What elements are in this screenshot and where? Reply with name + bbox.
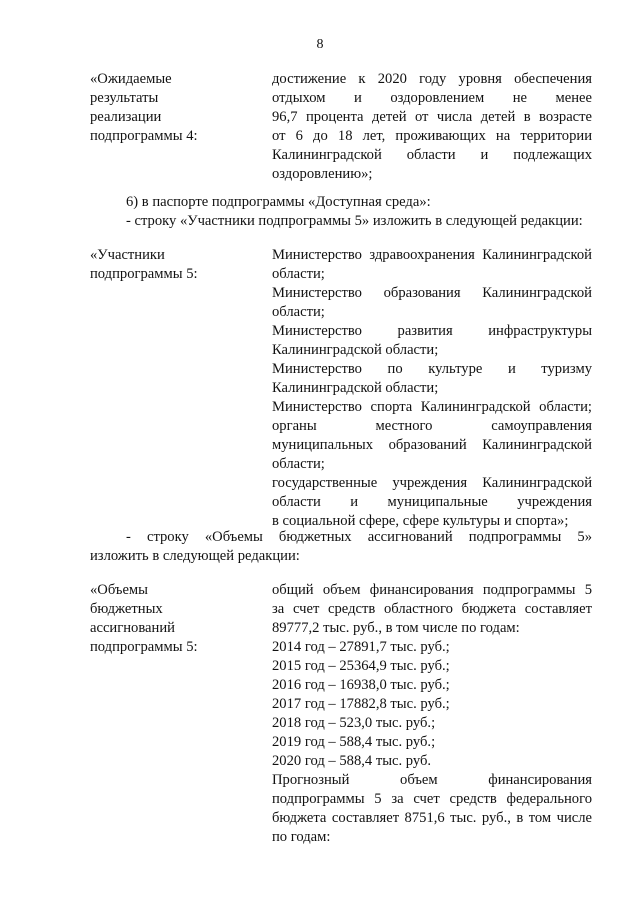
- value-line: Министерство образования Калининградской: [272, 285, 592, 301]
- value-line: Калининградской области;: [272, 380, 439, 396]
- value-line: в социальной сфере, сфере культуры и спорта»;: [272, 513, 569, 529]
- value-line: Прогнозный объем финансирования: [272, 772, 592, 788]
- label-line: бюджетных: [90, 601, 163, 617]
- value-line: 96,7 процента детей от числа детей в возрасте: [272, 109, 592, 125]
- paragraph-line: - строку «Объемы бюджетных ассигнований подпрограммы 5»: [126, 529, 592, 545]
- value-line: 2014 год – 27891,7 тыс. руб.;: [272, 639, 450, 655]
- label-line: подпрограммы 5:: [90, 266, 198, 282]
- value-line: Министерство развития инфраструктуры: [272, 323, 592, 339]
- value-line: 2020 год – 588,4 тыс. руб.: [272, 753, 432, 769]
- participants-value: [272, 246, 592, 531]
- value-line: 2016 год – 16938,0 тыс. руб.;: [272, 677, 450, 693]
- value-line: за счет средств областного бюджета составляет: [272, 601, 592, 617]
- value-line: отдыхом и оздоровлением не менее: [272, 90, 592, 106]
- expected-results-label: [90, 70, 260, 146]
- value-line: органы местного самоуправления: [272, 418, 592, 434]
- value-line: 89777,2 тыс. руб., в том числе по годам:: [272, 620, 520, 636]
- value-line: подпрограммы 5 за счет средств федерального: [272, 791, 592, 807]
- value-line: Министерство спорта Калининградской области;: [272, 399, 592, 415]
- label-line: «Ожидаемые: [90, 71, 172, 87]
- value-line: области;: [272, 456, 325, 472]
- paragraph-participants-row: - строку «Участники подпрограммы 5» изложить в следующей редакции:: [126, 213, 583, 229]
- budget-value: [272, 581, 592, 847]
- value-line: 2015 год – 25364,9 тыс. руб.;: [272, 658, 450, 674]
- paragraph-line: изложить в следующей редакции:: [90, 548, 300, 564]
- value-line: от 6 до 18 лет, проживающих на территории: [272, 128, 592, 144]
- value-line: бюджета составляет 8751,6 тыс. руб., в том числе: [272, 810, 592, 826]
- label-line: результаты: [90, 90, 159, 106]
- page-number: 8: [316, 37, 324, 52]
- value-line: достижение к 2020 году уровня обеспечения: [272, 71, 592, 87]
- label-line: «Объемы: [90, 582, 148, 598]
- value-line: Министерство здравоохранения Калининградской: [272, 247, 592, 263]
- value-line: государственные учреждения Калининградской: [272, 475, 592, 491]
- budget-label: [90, 581, 260, 657]
- paragraph-subprogram-passport: 6) в паспорте подпрограммы «Доступная среда»:: [126, 194, 431, 210]
- value-line: 2019 год – 588,4 тыс. руб.;: [272, 734, 436, 750]
- label-line: «Участники: [90, 247, 165, 263]
- value-line: области;: [272, 266, 325, 282]
- value-line: муниципальных образований Калининградской: [272, 437, 592, 453]
- value-line: 2018 год – 523,0 тыс. руб.;: [272, 715, 436, 731]
- value-line: области;: [272, 304, 325, 320]
- expected-results-value: [272, 70, 592, 184]
- value-line: 2017 год – 17882,8 тыс. руб.;: [272, 696, 450, 712]
- value-line: Министерство по культуре и туризму: [272, 361, 592, 377]
- label-line: реализации: [90, 109, 162, 125]
- label-line: подпрограммы 5:: [90, 639, 198, 655]
- paragraph-budget-row: [90, 528, 592, 566]
- value-line: общий объем финансирования подпрограммы 5: [272, 582, 592, 598]
- value-line: по годам:: [272, 829, 331, 845]
- value-line: оздоровлению»;: [272, 166, 373, 182]
- participants-label: [90, 246, 260, 284]
- label-line: ассигнований: [90, 620, 175, 636]
- value-line: Калининградской области;: [272, 342, 439, 358]
- value-line: области и муниципальные учреждения: [272, 494, 592, 510]
- label-line: подпрограммы 4:: [90, 128, 198, 144]
- value-line: Калининградской области и подлежащих: [272, 147, 592, 163]
